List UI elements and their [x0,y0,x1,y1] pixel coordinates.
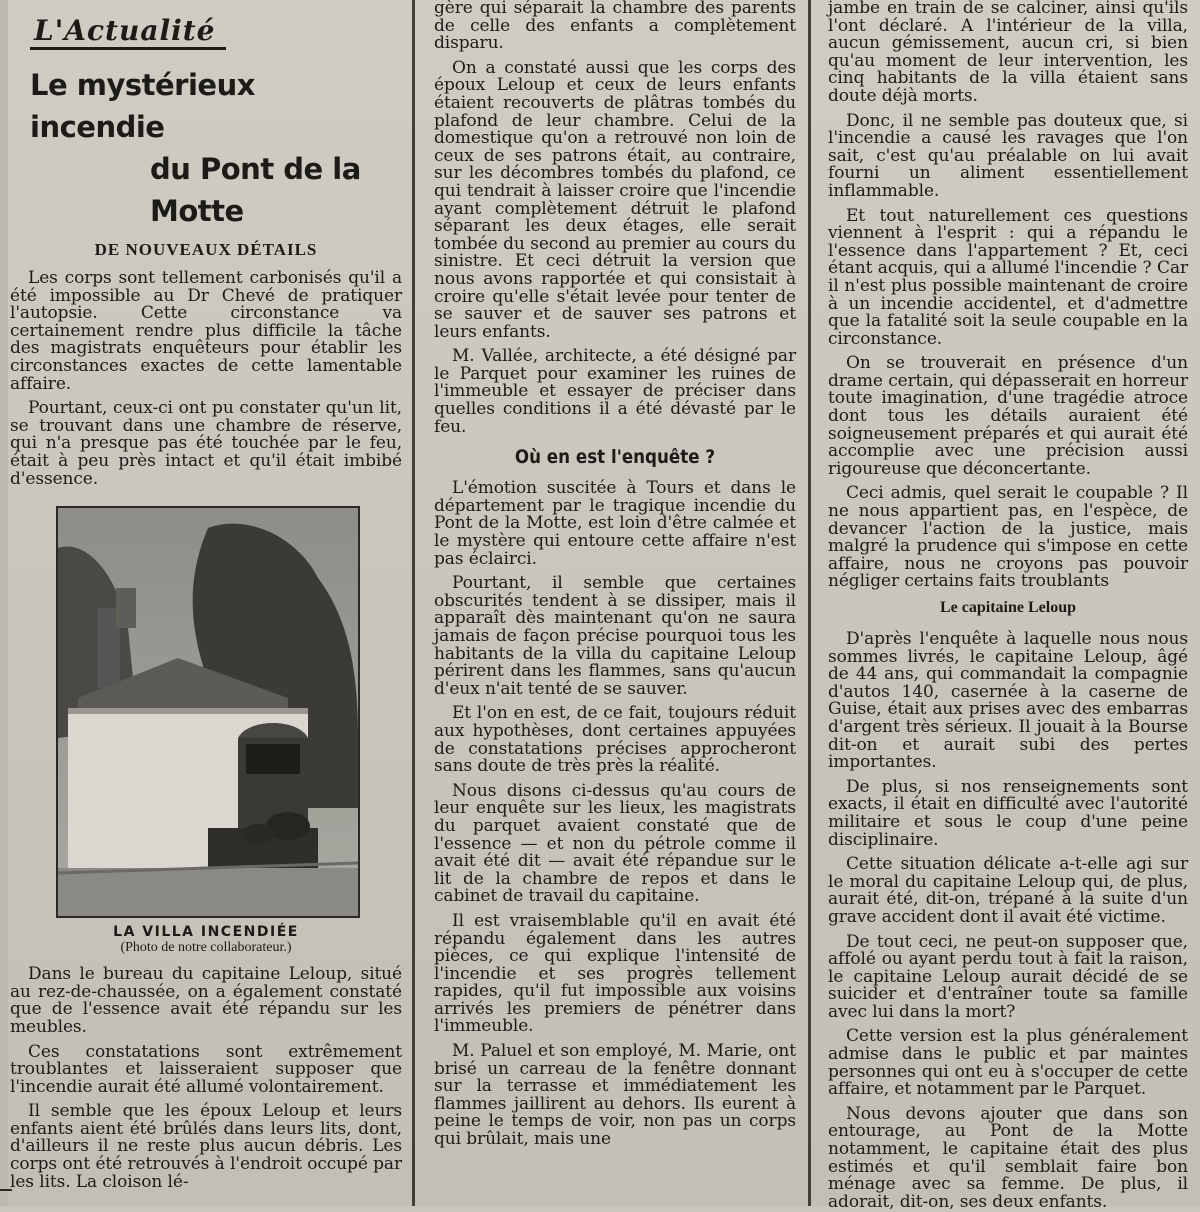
paragraph: Nous disons ci-dessus qu'au cours de leur enquête sur les lieux, les magistrats du parquet avaient constaté que de l'essence — et non du pétrole comme il avait été dit — avait été répandue sur le lit de la chambre de repos et dans le cabinet de travail du capitaine. [434,780,796,907]
photo-caption: LA VILLA INCENDIÉE [113,924,299,941]
paragraph: Ceci admis, quel serait le coupable ? Il ne nous appartient pas, en l'espèce, de devancer l'action de la justice, mais malgré la prudence qui s'impose en cette affaire, nous ne croyons pas pouvoir négliger certains faits troublants [828,483,1188,592]
section-tag: L'Actualité [30,10,226,50]
paragraph: Les corps sont tellement carbonisés qu'il a été impossible au Dr Chevé de pratiquer l'autopsie. Cette circonstance va certainement rendre plus difficile la tâche des magistrats enquêteurs pour établir les circonstances exactes de cette lamentable affaire. [10,268,402,394]
page-edge [0,0,8,1206]
paragraph: gère qui séparait la chambre des parents de celle des enfants a complètement disparu. [434,0,796,54]
column-rule [412,0,415,1206]
paragraph: Ces constatations sont extrêmement troublantes et laisseraient supposer que l'incendie aurait été allumé volontairement. [10,1041,402,1097]
headline [30,64,396,232]
paragraph: On a constaté aussi que les corps des époux Leloup et ceux de leurs enfants étaient recouverts de plâtras tombés du plafond de leur chambre. Celui de la domestique qu'on a retrouvé non loin de ceux de ses patrons était, au contraire, sur les décombres tombés du plafond, ce qui tendrait à laisser croire que l'incendie ayant complètement détruit le plafond séparant les deux étages, elle serait tombée du second au premier au cours du sinistre. Et ceci détruit la version que nous avons rapportée et qui consistait à croire qu'elle s'était levée pour tenter de se sauver et de sauver ses patrons et leurs enfants. [434,57,796,342]
villa-photo [56,506,360,918]
paragraph: Il semble que les époux Leloup et leurs enfants aient été brûlés dans leurs lits, dont, d'ailleurs il ne reste plus aucun débris. Les corps ont été retrouvés à l'endroit occupé par les lits. La cloison lé- [10,1101,402,1192]
paragraph: Pourtant, ceux-ci ont pu constater qu'un lit, se trouvant dans une chambre de réserve, qui n'a presque pas été touchée par le feu, était à peu près intact et qu'il était imbibé d'essence. [10,398,402,489]
paragraph: Et tout naturellement ces questions viennent à l'esprit : qui a répandu le l'essence dans l'appartement ? Et, ceci étant acquis, qui a allumé l'incendie ? Car il n'est plus possible maintenant de croire à un incendie accidentel, et d'admettre que la fatalité soit la seule coupable en la circonstance. [828,205,1188,349]
column-1 [10,0,402,1198]
paragraph: Cette version est la plus généralement admise dans le public et par maintes personnes qui ont eu à s'occuper de cette affaire, et notamment par le Parquet. [828,1026,1188,1100]
subhead: DE NOUVEAUX DÉTAILS [94,240,318,259]
paragraph: Donc, il ne semble pas douteux que, si l'incendie a causé les ravages que l'on sait, c'est qu'au préalable on lui avait fourni un aliment essentiellement inflammable. [828,110,1188,201]
paragraph: D'après l'enquête à laquelle nous nous sommes livrés, le capitaine Leloup, âgé de 44 ans, qui commandait la compagnie d'autos 140, casernée à la caserne de Guise, était aux prises avec des embarras d'argent très sérieux. Il jouait à la Bourse dit-on et aurait subi des pertes importantes. [828,629,1188,773]
paragraph: M. Vallée, architecte, a été désigné par le Parquet pour examiner les ruines de l'immeuble et essayer de préciser dans quelles conditions il a été dévasté par le feu. [434,346,796,437]
paragraph: On se trouverait en présence d'un drame certain, qui dépasserait en horreur toute imagination, d'une tragédie atroce dont tous les détails auraient été soigneusement préparés et qui aurait été accomplie avec une précision aussi rigoureuse que déconcertante. [828,353,1188,479]
column-rule [808,0,811,1206]
paragraph: Pourtant, il semble que certaines obscurités tendent à se dissiper, mais il apparaît dès maintenant qu'on ne saura jamais de façon précise pourquoi tous les habitants de la villa du capitaine Leloup périrent dans les flammes, sans qu'aucun d'eux n'ait tenté de se sauver. [434,573,796,699]
column-2 [434,0,796,1198]
paragraph: Nous devons ajouter que dans son entourage, au Pont de la Motte notamment, le capitaine était des plus estimés et qu'il semblait faire bon ménage avec sa femme. De plus, il adorait, dit-on, ses deux enfants. [828,1103,1188,1212]
paragraph: L'émotion suscitée à Tours et dans le département par le tragique incendie du Pont de la Motte, est loin d'être calmée et le mystère qui entoure cette affaire n'est pas éclairci. [434,478,796,569]
paragraph: De tout ceci, ne peut-on supposer que, affolé ou ayant perdu tout à fait la raison, le capitaine Leloup aurait décidé de se suicider et d'entraîner toute sa famille avec lui dans la mort? [828,931,1188,1022]
headline-line-1: Le mystérieux incendie [30,68,255,144]
paragraph: Il est vraisemblable qu'il en avait été répandu également dans les autres pièces, ce qui explique l'intensité de l'incendie et ses progrès tellement rapides, qu'il fut impossible aux voisins arrivés les premiers de pénétrer dans l'immeuble. [434,910,796,1037]
paragraph: jambe en train de se calciner, ainsi qu'ils l'ont déclaré. A l'intérieur de la villa, aucun gémissement, aucun cri, si bien qu'au moment de leur intervention, les cinq habitants de la villa étaient sans doute déjà morts. [828,0,1188,106]
paragraph: Et l'on en est, de ce fait, toujours réduit aux hypothèses, dont certaines appuyées de constatations précises approcheront sans doute de très près la réalité. [434,703,796,777]
photo-credit: (Photo de notre collaborateur.) [120,940,292,956]
paragraph: De plus, si nos renseignements sont exacts, il était en difficulté avec l'autorité militaire et sous le coup d'une peine disciplinaire. [828,776,1188,850]
column-3 [828,0,1188,1212]
headline-line-2: du Pont de la Motte [150,152,361,228]
villa-photo-illustration [58,508,358,916]
paragraph: M. Paluel et son employé, M. Marie, ont brisé un carreau de la fenêtre donnant sur la terrasse et immédiatement les flammes jaillirent au dehors. Ils eurent à peine le temps de voir, non pas un corps qui brûlait, mais une [434,1041,796,1150]
subheading-enquete: Où en est l'enquête ? [514,446,716,469]
paragraph: Dans le bureau du capitaine Leloup, situé au rez-de-chaussée, on a également constaté que de l'essence avait été répandu sur les meubles. [10,964,402,1037]
subheading-capitaine: Le capitaine Leloup [939,599,1076,616]
paragraph: Cette situation délicate a-t-elle agi sur le moral du capitaine Leloup qui, de plus, aurait été, dit-on, trépané à la suite d'un grave accident dont il avait été victime. [828,854,1188,927]
